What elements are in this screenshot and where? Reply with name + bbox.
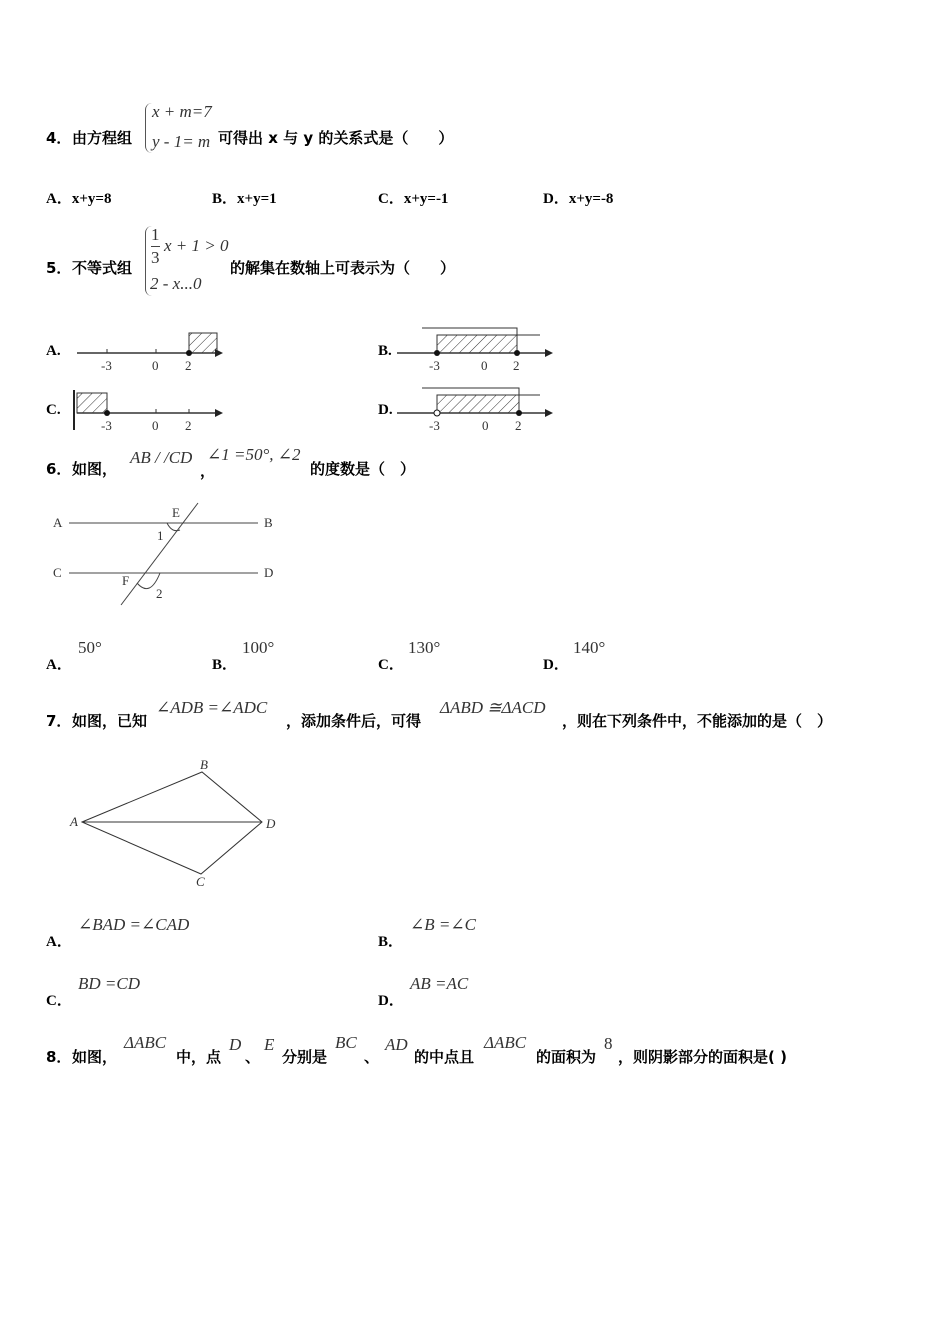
q5-ineq1: x + 1 > 0 xyxy=(164,236,229,255)
option-text: x+y=8 xyxy=(71,191,112,207)
q8-number: 8． xyxy=(46,1048,72,1066)
tick-label: 0 xyxy=(482,418,489,433)
q6-option-a-value: 50° xyxy=(78,638,102,657)
q8-math-area: 8 xyxy=(604,1034,613,1053)
angle-label-1: 1 xyxy=(157,528,164,543)
q8-math-triangle2: ΔABC xyxy=(484,1033,527,1052)
q7-mid: ，添加条件后，可得 xyxy=(286,712,422,730)
q5-ineq2: 2 - x...0 xyxy=(150,274,202,293)
q6-math1: AB / /CD xyxy=(130,448,193,467)
q8-math-d: D xyxy=(229,1035,242,1054)
q8-text4: 、 xyxy=(364,1048,380,1066)
option-text: x+y=-8 xyxy=(568,191,614,207)
q4-tail: 可得出 x 与 y 的关系式是（ ） xyxy=(218,129,454,147)
tick-label: -3 xyxy=(429,418,440,433)
q8-stem: 如图， xyxy=(72,1048,118,1066)
q7-option-b-value: ∠B =∠C xyxy=(410,915,476,934)
point-label-e: E xyxy=(172,505,180,520)
q7-math2: ΔABD ≅ΔACD xyxy=(440,698,546,717)
q6-comma: ， xyxy=(200,462,216,480)
tick-label: 0 xyxy=(481,358,488,373)
q5-frac-num: 1 xyxy=(151,225,160,244)
tick-label: 0 xyxy=(152,358,159,373)
q6-option-d-value: 140° xyxy=(573,638,606,657)
point-label-a: A xyxy=(53,515,63,530)
q6-option-b-value: 100° xyxy=(242,638,275,657)
option-letter: C． xyxy=(378,191,404,207)
q8-math-ad: AD xyxy=(385,1035,408,1054)
q5-number: 5． xyxy=(46,259,72,277)
option-letter: D． xyxy=(543,657,569,673)
angle-label-2: 2 xyxy=(156,586,163,601)
q5-tail: 的解集在数轴上可表示为（ ） xyxy=(230,259,456,277)
option-letter: C． xyxy=(378,657,404,673)
q7-stem: 如图，已知 xyxy=(72,712,148,730)
option-letter: B． xyxy=(378,934,404,950)
q8-text5: 的中点且 xyxy=(414,1048,475,1066)
q5-option-d-label[interactable]: D. xyxy=(378,402,393,418)
q8-text7: ，则阴影部分的面积是( ) xyxy=(618,1048,787,1066)
point-label-f: F xyxy=(122,573,130,588)
q5-option-c-label[interactable]: C. xyxy=(46,402,61,418)
q5-stem: 不等式组 xyxy=(72,259,133,277)
q6-stem: 如图， xyxy=(72,460,118,478)
tick-label: -3 xyxy=(429,358,440,373)
q6-option-c-value: 130° xyxy=(408,638,441,657)
tick-label: 0 xyxy=(152,418,159,433)
q4-eq2: y - 1= m xyxy=(152,132,211,151)
q8-text6: 的面积为 xyxy=(536,1048,597,1066)
q7-option-c-value: BD =CD xyxy=(78,974,140,993)
point-label-d: D xyxy=(266,816,276,831)
point-label-d: D xyxy=(264,565,274,580)
q4-number: 4． xyxy=(46,129,72,147)
option-letter: D． xyxy=(378,993,404,1009)
q8-math-e: E xyxy=(264,1035,275,1054)
point-label-b: B xyxy=(200,757,208,772)
option-letter: D． xyxy=(543,191,569,207)
q5-frac-den: 3 xyxy=(151,248,160,267)
option-letter: B． xyxy=(212,191,238,207)
point-label-c: C xyxy=(196,874,205,889)
q7-option-a-value: ∠BAD =∠CAD xyxy=(78,915,190,934)
tick-label: 2 xyxy=(515,418,522,433)
q8-text1: 中，点 xyxy=(176,1048,222,1066)
q7-math1: ∠ADB =∠ADC xyxy=(156,698,268,717)
q4-eq1: x + m=7 xyxy=(152,102,212,121)
point-label-b: B xyxy=(264,515,273,530)
point-label-c: C xyxy=(53,565,62,580)
q7-option-c[interactable] xyxy=(46,989,72,1010)
option-text: x+y=-1 xyxy=(403,191,449,207)
q5-option-b-label[interactable]: B. xyxy=(378,343,392,359)
q6-number: 6． xyxy=(46,460,72,478)
q6-math2: ∠1 =50°, ∠2 xyxy=(207,445,301,464)
tick-label: 2 xyxy=(185,358,192,373)
q7-tail: ，则在下列条件中，不能添加的是（ ） xyxy=(562,712,833,730)
q5-option-a-label[interactable]: A. xyxy=(46,343,61,359)
tick-label: -3 xyxy=(101,418,112,433)
q8-text3: 分别是 xyxy=(282,1048,328,1066)
option-letter: B． xyxy=(212,657,238,673)
q8-text2: 、 xyxy=(245,1048,261,1066)
option-letter: A． xyxy=(46,657,72,673)
q8-math-bc: BC xyxy=(335,1033,357,1052)
option-letter: A． xyxy=(46,934,72,950)
q7-option-a[interactable] xyxy=(46,930,72,951)
tick-label: -3 xyxy=(101,358,112,373)
tick-label: 2 xyxy=(513,358,520,373)
q8-math-triangle: ΔABC xyxy=(124,1033,167,1052)
q6-tail: 的度数是（ ） xyxy=(310,460,416,478)
q7-option-d[interactable] xyxy=(378,989,404,1010)
q7-option-d-value: AB =AC xyxy=(410,974,469,993)
option-text: x+y=1 xyxy=(237,191,277,207)
option-letter: A． xyxy=(46,191,72,207)
q7-number: 7． xyxy=(46,712,72,730)
point-label-a: A xyxy=(70,814,78,829)
option-letter: C． xyxy=(46,993,72,1009)
q7-option-b[interactable] xyxy=(378,930,403,951)
q4-stem: 由方程组 xyxy=(72,129,133,147)
tick-label: 2 xyxy=(185,418,192,433)
